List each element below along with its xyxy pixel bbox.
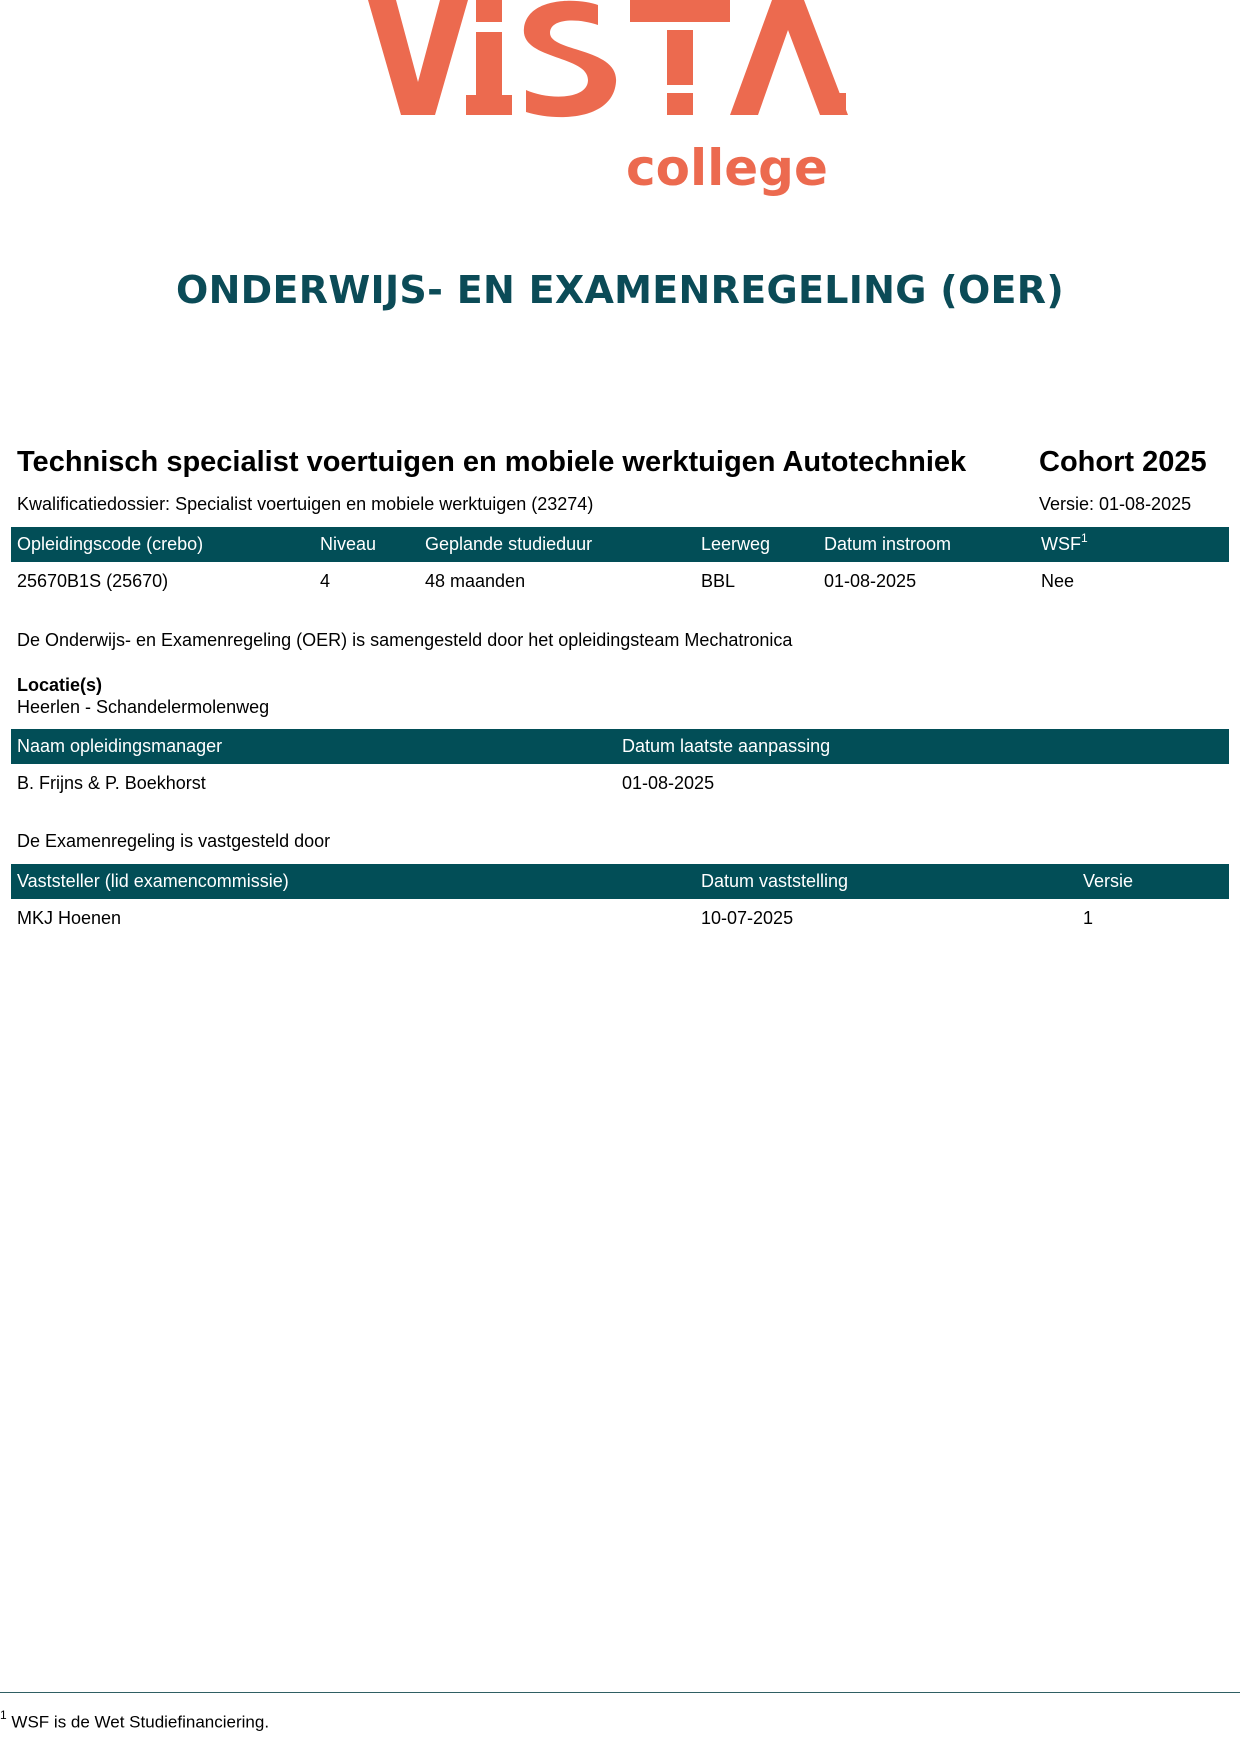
col-header-niveau: Niveau	[314, 527, 419, 562]
footnote-text: WSF is de Wet Studiefinanciering.	[11, 1712, 270, 1732]
col-header-datum-vaststelling: Datum vaststelling	[695, 864, 1077, 899]
table-row	[11, 764, 1229, 802]
program-title: Technisch specialist voertuigen en mobiele werktuigen Autotechniek	[17, 446, 967, 478]
cell-datum-instroom: 01-08-2025	[824, 570, 917, 591]
logo-college-text: college	[626, 139, 828, 197]
version-date: Versie: 01-08-2025	[1039, 494, 1192, 514]
cell-opleidingscode: 25670B1S (25670)	[17, 570, 169, 591]
table-header-row	[11, 864, 1229, 899]
wsf-label: WSF	[1041, 534, 1081, 554]
vaststelling-table	[11, 864, 1229, 937]
cell-versie: 1	[1083, 907, 1094, 928]
table-header-row	[11, 729, 1229, 764]
locatie-label: Locatie(s)	[17, 675, 103, 695]
col-header-versie: Versie	[1077, 864, 1229, 899]
vastgesteld-text: De Examenregeling is vastgesteld door	[17, 831, 331, 851]
col-header-wsf	[1035, 527, 1229, 562]
cell-wsf: Nee	[1041, 570, 1075, 591]
program-details-table	[11, 527, 1229, 600]
footnote-mark: 1	[1081, 531, 1088, 545]
samengesteld-text: De Onderwijs- en Examenregeling (OER) is samengesteld door het opleidingsteam Mechatronica	[17, 630, 793, 650]
cell-leerweg: BBL	[701, 570, 736, 591]
vista-college-logo	[368, 0, 878, 205]
col-header-leerweg: Leerweg	[695, 527, 818, 562]
table-row	[11, 562, 1229, 600]
col-header-vaststeller: Vaststeller (lid examencommissie)	[11, 864, 695, 899]
cell-studieduur: 48 maanden	[425, 570, 526, 591]
col-header-datum-instroom: Datum instroom	[818, 527, 1035, 562]
cell-niveau: 4	[320, 570, 331, 591]
col-header-opleidingsmanager: Naam opleidingsmanager	[11, 729, 616, 764]
footnote-number: 1	[0, 1708, 7, 1722]
cell-datum-vaststelling: 10-07-2025	[701, 907, 794, 928]
col-header-studieduur: Geplande studieduur	[419, 527, 695, 562]
cell-laatste-aanpassing: 01-08-2025	[622, 772, 715, 793]
manager-table	[11, 729, 1229, 802]
kwalificatiedossier: Kwalificatiedossier: Specialist voertuigen en mobiele werktuigen (23274)	[17, 494, 594, 514]
locatie-value: Heerlen - Schandelermolenweg	[17, 697, 270, 717]
document-title: ONDERWIJS- EN EXAMENREGELING (OER)	[175, 268, 1065, 312]
footnote	[0, 1710, 269, 1733]
cell-vaststeller: MKJ Hoenen	[17, 907, 122, 928]
table-row	[11, 899, 1229, 937]
cohort-label: Cohort 2025	[1039, 446, 1207, 478]
footnote-divider	[0, 1692, 1240, 1693]
col-header-opleidingscode: Opleidingscode (crebo)	[11, 527, 314, 562]
logo-graphic	[368, 0, 878, 205]
cell-opleidingsmanager: B. Frijns & P. Boekhorst	[17, 772, 206, 793]
table-header-row	[11, 527, 1229, 562]
col-header-laatste-aanpassing: Datum laatste aanpassing	[616, 729, 1229, 764]
